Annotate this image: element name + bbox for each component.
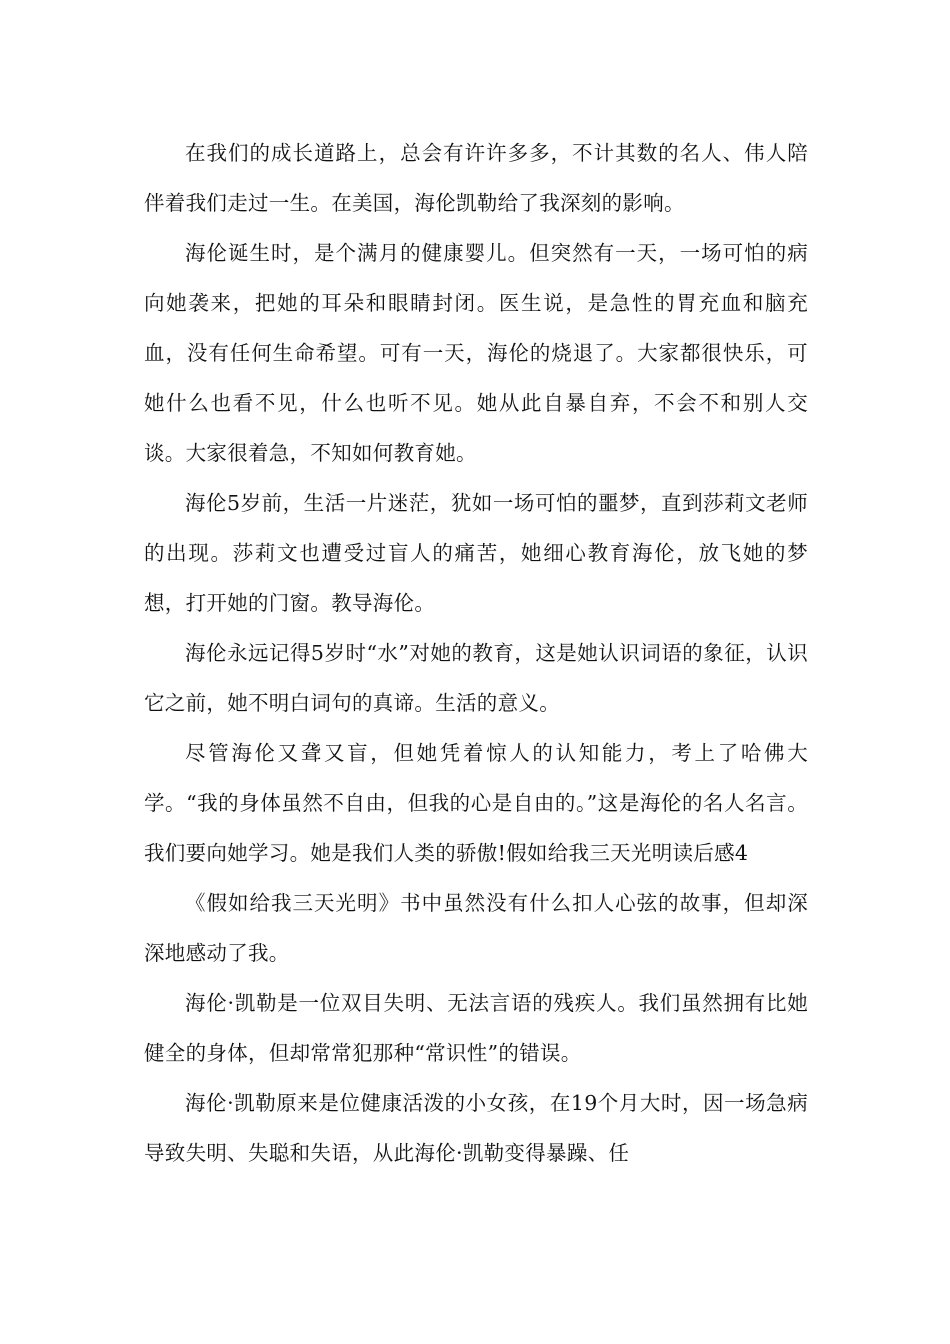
paragraph-3: 海伦5岁前，生活一片迷茫，犹如一场可怕的噩梦，直到莎莉文老师的出现。莎莉文也遭受过盲人的痛苦，她细心教育海伦，放飞她的梦想，打开她的门窗。教导海伦。 xyxy=(144,491,808,615)
paragraph-7: 海伦·凯勒是一位双目失明、无法言语的残疾人。我们虽然拥有比她健全的身体，但却常常犯那种“常识性”的错误。 xyxy=(144,991,808,1065)
paragraph-8: 海伦·凯勒原来是位健康活泼的小女孩，在19个月大时，因一场急病导致失明、失聪和失语，从此海伦·凯勒变得暴躁、任 xyxy=(144,1091,808,1165)
paragraph-6: 《假如给我三天光明》书中虽然没有什么扣人心弦的故事，但却深深地感动了我。 xyxy=(144,891,808,965)
paragraph-1: 在我们的成长道路上，总会有许许多多，不计其数的名人、伟人陪伴着我们走过一生。在美国，海伦凯勒给了我深刻的影响。 xyxy=(144,141,808,215)
paragraph-4: 海伦永远记得5岁时“水”对她的教育，这是她认识词语的象征，认识它之前，她不明白词句的真谛。生活的意义。 xyxy=(144,641,808,715)
paragraph-5: 尽管海伦又聋又盲，但她凭着惊人的认知能力，考上了哈佛大学。“我的身体虽然不自由，但我的心是自由的。”这是海伦的名人名言。我们要向她学习。她是我们人类的骄傲!假如给我三天光明读后感4 xyxy=(144,741,808,865)
document-body xyxy=(144,128,808,1178)
paragraph-2: 海伦诞生时，是个满月的健康婴儿。但突然有一天，一场可怕的病向她袭来，把她的耳朵和眼睛封闭。医生说，是急性的胃充血和脑充血，没有任何生命希望。可有一天，海伦的烧退了。大家都很快乐，可她什么也看不见，什么也听不见。她从此自暴自弃，不会不和别人交谈。大家很着急，不知如何教育她。 xyxy=(144,241,808,465)
